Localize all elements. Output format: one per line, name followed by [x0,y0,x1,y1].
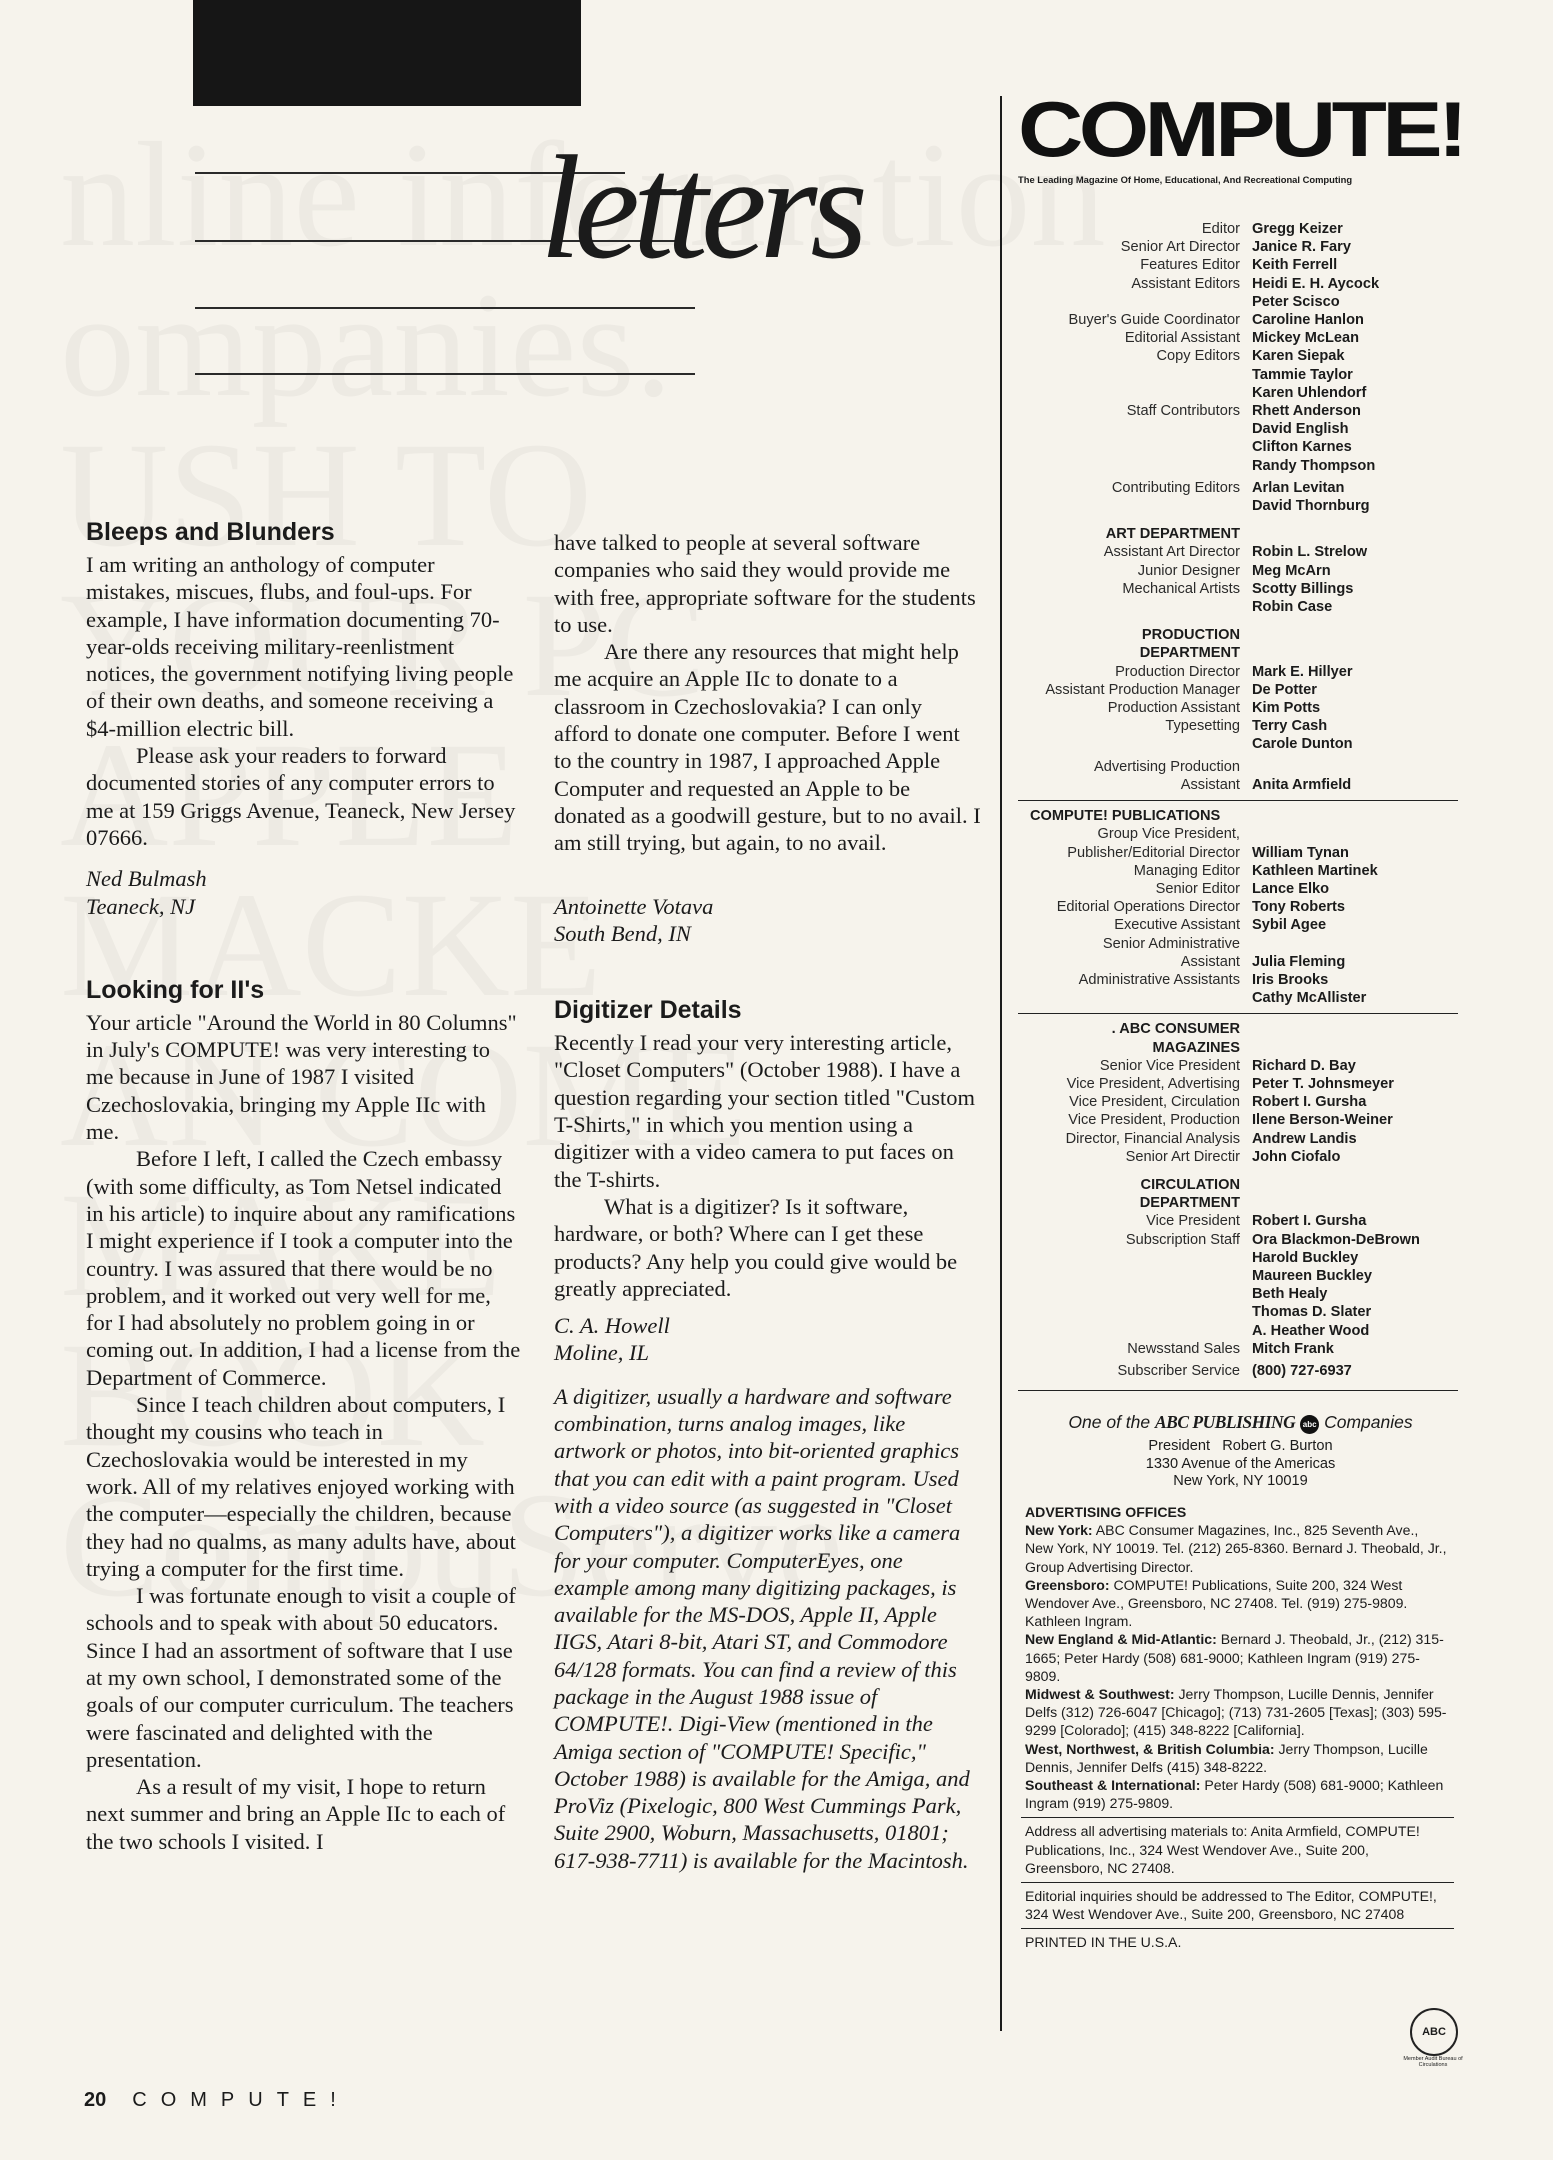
paragraph: Recently I read your very interesting article, "Closet Computers" (October 1988). I have a question regarding your section titled "Custom T-Shirts," in which you mention using a digitizer with a video camera to put faces on the T-shirts. [554,1030,975,1192]
staff-name: Maureen Buckley [1252,1267,1373,1284]
divider [1018,800,1458,801]
staff-name: Carole Dunton [1252,736,1353,753]
staff-role: Copy Editors [1156,348,1240,365]
staff-name: Andrew Landis [1252,1130,1357,1147]
letter-heading: Digitizer Details [554,996,742,1025]
staff-row [1018,1057,1463,1075]
letter-heading: Looking for II's [86,975,265,1004]
office-label: New York: [1025,1522,1093,1539]
staff-name: Peter T. Johnsmeyer [1252,1075,1394,1092]
office-text: COMPUTE! Publications, Suite 200, 324 West Wendover Ave., Greensboro, NC 27408. Tel. (919) 275-9809. Kathleen Ingram. [1025,1576,1408,1630]
editor-reply: A digitizer, usually a hardware and software combination, turns analog images, like artwork or photos, into bit-oriented graphics that you can edit with a paint program. Used with a video source (as suggested in "Closet Computers"), a digitizer works like a camera for your computer. ComputerEyes, one example among many digitizing packages, is available for the MS-DOS, Apple II, Apple IIGS, Atari 8-bit, Atari ST, and Commodore 64/128 formats. You can find a review of this package in the August 1988 issue of COMPUTE!. Digi-View (mentioned in the Amiga section of "COMPUTE! Specific," October 1988) is available for the Amiga, and ProViz (Pixelogic, 800 West Cummings Park, Suite 2900, Woburn, Massachusetts, 01801; 617-938-7711) is available for the Macintosh. [554,1383,970,1873]
office-label: West, Northwest, & British Columbia: [1025,1740,1275,1757]
staff-row [1018,699,1463,717]
staff-row [1018,916,1463,934]
staff-role: Newsstand Sales [1127,1340,1240,1357]
paragraph: As a result of my visit, I hope to return next summer and bring an Apple IIc to each of the two schools I visited. I [86,1774,506,1854]
advertising-offices [1025,1503,1450,1952]
paragraph: I am writing an anthology of computer mistakes, miscues, flubs, and foul-ups. For example, I have information documenting 70-year-olds receiving military-reenlistment notices, the government notifying living people of their own deaths, and someone receiving a $4-million electric bill. [86,552,514,741]
staff-row [1018,1212,1463,1230]
staff-role: Production Director [1115,663,1240,680]
staff-name: David Thornburg [1252,498,1370,515]
staff-row [1018,1362,1463,1380]
address-note: Address all advertising materials to: Anita Armfield, COMPUTE! Publications, Inc., 324 West Wendover Ave., Suite 200, Greensboro, NC 27408. [1025,1823,1420,1876]
office-text: Bernard J. Theobald, Jr., (212) 315-1665; Peter Hardy (508) 681-9000; Kathleen Ingram (919) 275-9809. [1025,1631,1444,1684]
staff-row [1018,953,1463,971]
page-footer [84,2089,350,2112]
section-heading: DEPARTMENT [1139,645,1240,662]
paragraph: Please ask your readers to forward documented stories of any computer errors to me at 159 Griggs Avenue, Teaneck, New Jersey 07666. [86,743,516,850]
column-2 [554,529,982,1874]
staff-role: Vice President, Circulation [1069,1094,1240,1111]
staff-name: Robin L. Strelow [1252,544,1368,561]
staff-row [1018,402,1463,475]
staff-role: Editorial Assistant [1124,330,1240,347]
staff-name: Cathy McAllister [1252,990,1367,1007]
staff-role: Junior Designer [1137,562,1240,579]
staff-role: Production Assistant [1107,700,1240,717]
staff-name: Lance Elko [1252,880,1330,897]
staff-name: Heidi E. H. Aycock [1252,275,1380,292]
staff-role: Vice President, Advertising [1066,1075,1240,1092]
staff-row [1018,256,1463,274]
staff-role: Subscriber Service [1117,1362,1240,1379]
staff-role: Subscription Staff [1125,1231,1240,1248]
page-number: 20 [84,2089,107,2111]
section-heading: MAGAZINES [1152,1039,1240,1056]
staff-row [1018,347,1463,402]
staff-box [1018,220,1463,1397]
paragraph: I was fortunate enough to visit a couple of schools and to speak with about 50 educators. Since I had an assortment of software that I use at my own school, I demonstrated some of the goals of our computer curriculum. The teachers were fascinated and delighted with the presentation. [86,1583,516,1772]
divider [1021,1817,1454,1818]
office-entry [1025,1776,1450,1812]
staff-name: Kim Potts [1252,700,1321,717]
signature-name: C. A. Howell [554,1313,670,1339]
staff-name: Keith Ferrell [1252,257,1338,274]
section-heading: . ABC CONSUMER [1111,1021,1240,1038]
abc-circle-logo: abc [1300,1415,1319,1434]
staff-role: Contributing Editors [1111,479,1240,496]
staff-row [1018,1148,1463,1166]
staff-row [1018,971,1463,1007]
staff-role: Assistant Production Manager [1045,681,1240,698]
staff-name: Mickey McLean [1252,330,1360,347]
staff-name: Tammie Taylor [1252,366,1353,383]
staff-row [1018,717,1463,753]
staff-row [1018,562,1463,580]
staff-row [1018,311,1463,329]
staff-name: David English [1252,421,1349,438]
staff-row [1018,1130,1463,1148]
staff-role: Assistant Editors [1131,275,1240,292]
staff-role: Senior Art Director [1120,239,1240,256]
staff-name: Terry Cash [1252,718,1328,735]
staff-row [1018,1093,1463,1111]
staff-role: Buyer's Guide Coordinator [1068,312,1240,329]
staff-name: Randy Thompson [1252,457,1376,474]
president-name: Robert G. Burton [1222,1438,1333,1454]
title-rule-3 [195,307,695,309]
staff-name: Julia Fleming [1252,953,1346,970]
office-entry [1025,1685,1450,1740]
signature-name: Ned Bulmash [86,866,207,892]
signature-name: Antoinette Votava [554,893,714,919]
abc-publishing-block [1018,1412,1463,1491]
staff-role: Director, Financial Analysis [1065,1130,1240,1147]
staff-row [1018,1111,1463,1129]
audit-bureau-caption: Member Audit Bureau of Circulations [1403,2056,1463,2068]
abc-prefix: One of the [1068,1412,1151,1432]
signature-location: Teaneck, NJ [86,893,196,919]
column-divider [1000,96,1002,2031]
staff-row [1018,825,1463,843]
section-heading: CIRCULATION [1140,1176,1240,1193]
staff-name: Arlan Levitan [1252,479,1345,496]
staff-name: Ilene Berson-Weiner [1252,1112,1393,1129]
staff-row [1018,898,1463,916]
staff-role: Assistant Art Director [1103,544,1240,561]
office-text: Jerry Thompson, Lucille Dennis, Jennifer Delfs (312) 726-6047 [Chicago]; (713) 731-2605 [Texas]; (303) 595-9299 [Colorado]; (415) 348-8222 [California]. [1025,1686,1447,1739]
abc-consumer-magazines [1018,1020,1463,1166]
staff-row [1018,862,1463,880]
staff-name: Ora Blackmon-DeBrown [1252,1231,1420,1248]
staff-role: Features Editor [1140,257,1240,274]
printed-in: PRINTED IN THE U.S.A. [1025,1934,1182,1951]
office-entry [1025,1740,1450,1776]
staff-row [1018,329,1463,347]
section-heading: DEPARTMENT [1139,1195,1240,1212]
staff-row [1018,681,1463,699]
abc-suffix: Companies [1324,1412,1413,1432]
office-entry [1025,1576,1450,1631]
footer-magazine: COMPUTE! [132,2089,350,2111]
staff-name: Meg McArn [1252,562,1331,579]
staff-role: Senior Administrative [1102,935,1240,952]
staff-row [1018,1231,1463,1340]
office-label: New England & Mid-Atlantic: [1025,1631,1217,1648]
editorial-staff [1018,220,1463,515]
staff-name: Mark E. Hillyer [1252,663,1353,680]
paragraph: have talked to people at several software companies who said they would provide me with free, appropriate software for the students to use. [554,530,976,637]
office-text: Jerry Thompson, Lucille Dennis, Jennifer Delfs (415) 348-8222. [1025,1740,1428,1775]
staff-name: Scotty Billings [1252,580,1354,597]
staff-role: Editorial Operations Director [1056,899,1240,916]
staff-name: Robert I. Gursha [1252,1213,1367,1230]
staff-row [1018,543,1463,561]
paragraph: Since I teach children about computers, I thought my cousins who teach in Czechoslovakia would be interested in my work. All of my relatives enjoyed working with the computer—especially the children, because they had no qualms, as many adults have, about trying a computer for the first time. [86,1392,516,1581]
staff-name: Peter Scisco [1252,293,1340,310]
signature-location: Moline, IL [554,1340,649,1366]
audit-bureau-badge: ABC [1410,2008,1458,2056]
staff-row [1018,479,1463,515]
section-heading: ART DEPARTMENT [1105,526,1240,543]
staff-role: Typesetting [1165,718,1240,735]
office-text: Peter Hardy (508) 681-9000; Kathleen Ingram (919) 275-9809. [1025,1777,1444,1812]
staff-row [1018,844,1463,862]
staff-name: Karen Uhlendorf [1252,384,1367,401]
divider [1021,1928,1454,1929]
staff-name: William Tynan [1252,844,1349,861]
staff-name: Karen Siepak [1252,348,1345,365]
staff-row [1018,776,1463,794]
staff-row [1018,580,1463,616]
staff-row [1018,220,1463,238]
signature-location: South Bend, IN [554,920,691,946]
staff-name: Mitch Frank [1252,1340,1334,1357]
office-label: Greensboro: [1025,1576,1110,1593]
staff-name: (800) 727-6937 [1252,1362,1352,1379]
staff-role: Staff Contributors [1126,403,1240,420]
staff-name: Clifton Karnes [1252,439,1352,456]
office-entry [1025,1630,1450,1685]
paragraph: Before I left, I called the Czech embassy (with some difficulty, as Tom Netsel indicated in his article) to inquire about any ramifications I might experience if I took a computer into the country. I was assured that there would be no problem, and it worked out very well for me, for I had absolutely no problem going in or coming out. In addition, I had a license from the Department of Commerce. [86,1146,521,1390]
staff-name: Robin Case [1252,599,1333,616]
staff-name: Beth Healy [1252,1286,1328,1303]
staff-name: Janice R. Fary [1252,239,1351,256]
paragraph: What is a digitizer? Is it software, hardware, or both? Where can I get these products? Any help you could give would be greatly appreciated. [554,1193,958,1301]
staff-row [1018,1075,1463,1093]
staff-role: Mechanical Artists [1122,580,1240,597]
staff-role: Senior Vice President [1099,1057,1240,1074]
section-title: letters [540,126,861,290]
column-1 [86,517,522,1855]
abc-publishing-logo: ABC PUBLISHING [1155,1412,1296,1432]
staff-name: Caroline Hanlon [1252,312,1364,329]
staff-row [1018,238,1463,256]
staff-name: A. Heather Wood [1252,1322,1370,1339]
top-black-bar [193,0,581,106]
staff-name: Rhett Anderson [1252,403,1361,420]
circulation-department [1018,1176,1463,1380]
staff-role: Senior Art Directir [1125,1148,1240,1165]
staff-role: Managing Editor [1133,862,1240,879]
abc-address-line: 1330 Avenue of the Americas [1145,1455,1336,1472]
staff-name: Iris Brooks [1252,971,1329,988]
staff-role: Vice President [1146,1213,1240,1230]
abc-publishing-line [1018,1412,1463,1434]
staff-name: Richard D. Bay [1252,1057,1356,1074]
staff-row [1018,758,1463,776]
abc-address-line: New York, NY 10019 [1173,1473,1308,1490]
staff-name: Gregg Keizer [1252,221,1343,237]
staff-name: Sybil Agee [1252,917,1327,934]
abc-president-block [1018,1438,1463,1491]
paragraph: Are there any resources that might help me acquire an Apple IIc to donate to a classroom in Czechoslovakia? I can only afford to donate one computer. Before I went to the country in 1987, I approached Apple Computer and requested an Apple to be donated as a goodwill gesture, but to no avail. I am still trying, but again, to no avail. [554,639,981,856]
production-department [1018,626,1463,794]
staff-name: Robert I. Gursha [1252,1094,1367,1111]
section-heading: COMPUTE! PUBLICATIONS [1030,808,1221,825]
staff-role: Vice President, Production [1068,1112,1240,1129]
staff-role: Advertising Production [1093,758,1240,775]
divider [1018,1390,1458,1391]
title-rule-4 [195,373,695,375]
masthead-header [1018,85,1464,185]
tagline: The Leading Magazine Of Home, Educational, And Recreational Computing [1018,174,1353,185]
compute-logo: COMPUTE! [1018,85,1464,173]
office-label: Southeast & International: [1025,1777,1201,1794]
section-heading: ADVERTISING OFFICES [1025,1504,1187,1520]
staff-name: Kathleen Martinek [1252,862,1378,879]
editorial-note: Editorial inquiries should be addressed to The Editor, COMPUTE!, 324 West Wendover Ave., Suite 200, Greensboro, NC 27408 [1025,1888,1437,1923]
letter-heading: Bleeps and Blunders [86,518,335,546]
art-department [1018,525,1463,616]
staff-role: Senior Editor [1155,880,1240,897]
staff-role: Publisher/Editorial Director [1067,844,1240,861]
office-entry [1025,1521,1450,1576]
divider [1018,1013,1458,1014]
staff-name: Harold Buckley [1252,1249,1359,1266]
staff-name: Thomas D. Slater [1252,1304,1372,1321]
staff-row [1018,663,1463,681]
staff-role: Assistant [1180,953,1240,970]
staff-role: Group Vice President, [1097,826,1240,843]
divider [1021,1882,1454,1883]
compute-publications [1018,807,1463,1007]
staff-role: Assistant [1180,776,1240,793]
staff-name: De Potter [1252,681,1317,698]
office-label: Midwest & Southwest: [1025,1686,1175,1703]
staff-row [1018,935,1463,953]
staff-role: Editor [1201,221,1240,237]
staff-name: Anita Armfield [1252,776,1352,793]
office-text: ABC Consumer Magazines, Inc., 825 Seventh Ave., New York, NY 10019. Tel. (212) 265-8360. Bernard J. Theobald, Jr., Group Advertising Director. [1025,1522,1447,1575]
staff-role: Executive Assistant [1114,917,1240,934]
president-role: President [1148,1438,1211,1454]
staff-name: John Ciofalo [1252,1148,1341,1165]
paragraph: Your article "Around the World in 80 Columns" in July's COMPUTE! was very interesting to me because in June of 1987 I visited Czechoslovakia, bringing my Apple IIc with me. [86,1009,517,1145]
staff-name: Tony Roberts [1252,899,1345,916]
staff-role: Administrative Assistants [1078,971,1240,988]
staff-row [1018,880,1463,898]
staff-row [1018,1340,1463,1358]
section-heading: PRODUCTION [1141,627,1240,644]
staff-row [1018,275,1463,311]
